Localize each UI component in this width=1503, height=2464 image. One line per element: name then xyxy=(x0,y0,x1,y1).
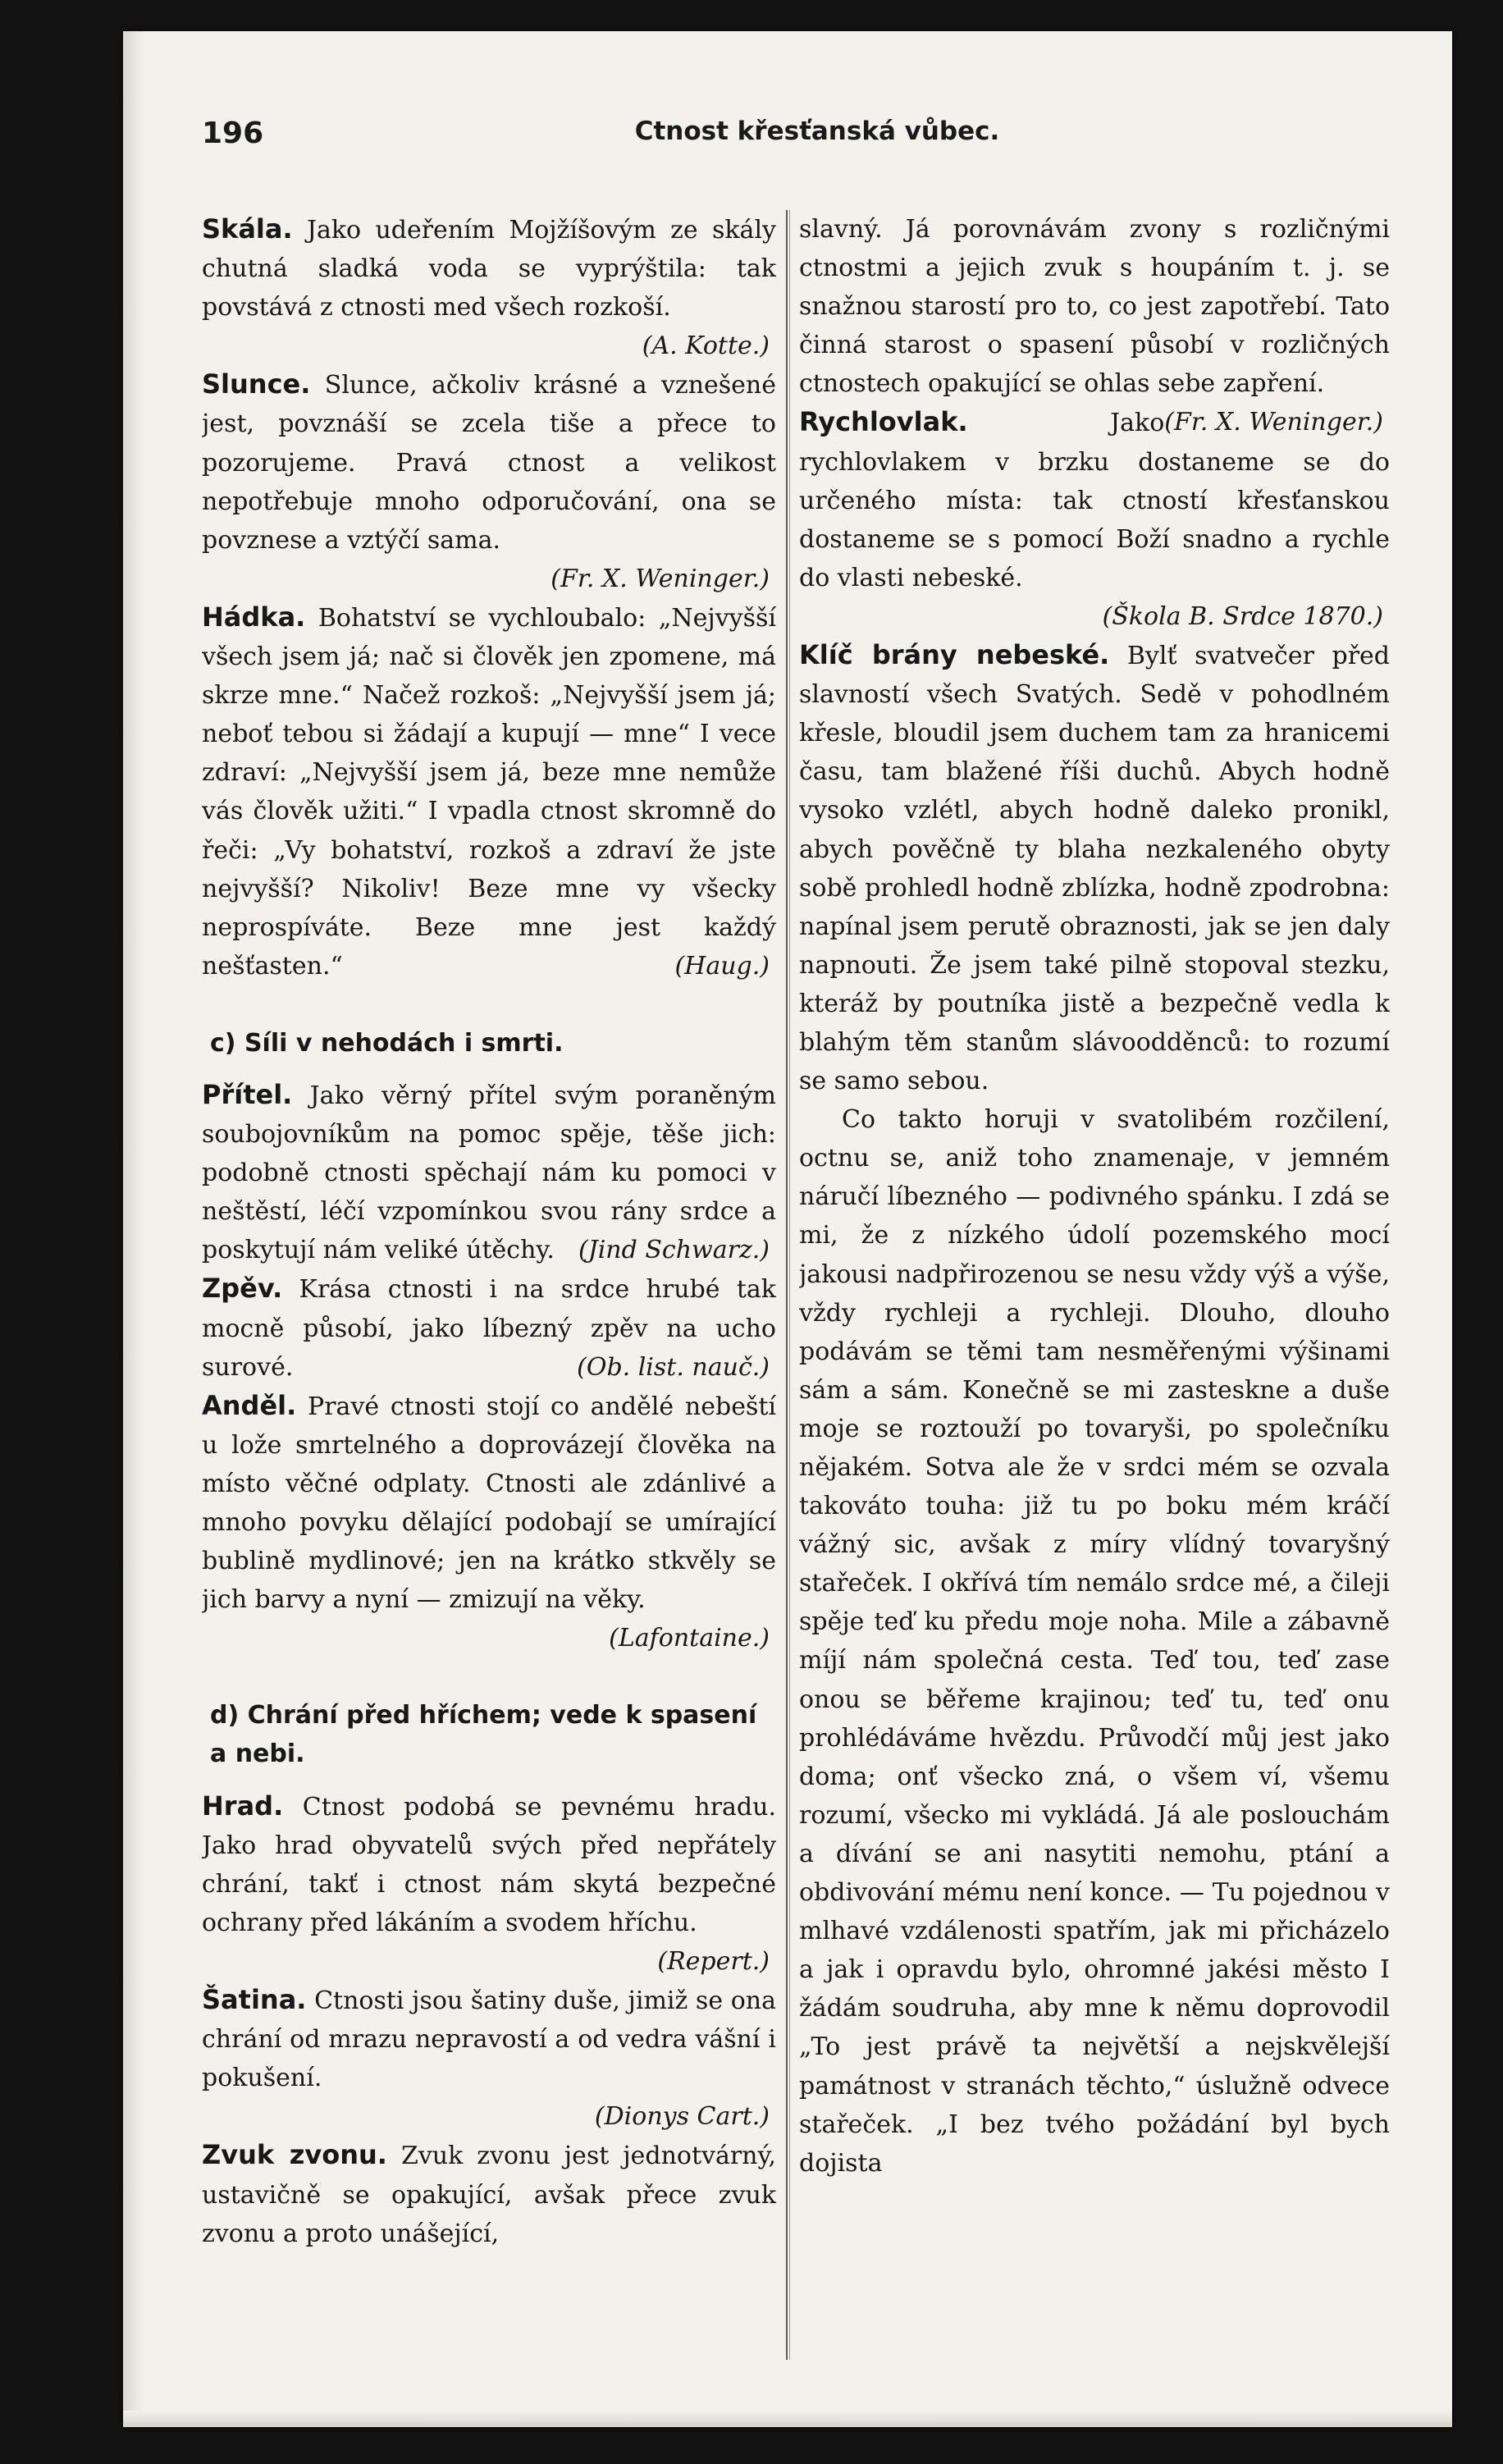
left-column xyxy=(202,210,776,2360)
entry-text: Co takto horuji v svatolibém rozčilení, octnu se, aniž toho znamenaje, v jemném náručí líbezného — podivného spánku. I zdá se mi, že z nízkého údolí pozemského mocí jakousi nadpřirozenou se nesu vždy výš a výše, vždy rychleji a rychleji. Dlouho, dlouho podávám se těmi tam nesměřenými výšinami sám a sám. Konečně se mi zasteskne a duše moje se roztouží po tovaryši, po společníku nějakém. Sotva ale že v srdci mém se ozvala takováto touha: již tu po boku mém kráčí vážný sic, avšak z míry vlídný tovaryšný stařeček. I okřívá tím nemálo srdce mé, a čileji spěje teď ku předu moje noha. Mile a zábavně míjí nám společná cesta. Teď tou, teď zase onou se běřeme krajinou; teď tu, teď onu prohlédáváme hvězdu. Průvodčí můj jest jako doma; onť všecko zná, o všem ví, všemu rozumí, všecko mi vykládá. Já ale poslouchám a dívání se ani nasytiti nemohu, ptání a obdivování mému není konce. — Tu pojednou v mlhavé vzdálenosti spatřím, jak mi přicházelo a jak i opravdu bylo, ohromné jakési město I žádám soudruha, aby mne k němu doprovodil „To jest právě ta největší a nejskvělejší památnost v stranách těchto,“ úslužně odvece stařeček. „I bez tvého požádání byl bych dojista xyxy=(799,1105,1390,2178)
entry-zvuk-zvonu xyxy=(202,2136,776,2252)
entry-text: slavný. Já porovnávám zvony s rozličnými ctnostmi a jejich zvuk s houpáním t. j. se snažnou starostí pro to, co jest zapotřebí. Tato činná starost o spasení působí v rozličných ctnostech opakující se ohlas sebe zapření. xyxy=(799,215,1390,399)
entry-term: Zpěv. xyxy=(202,1273,283,1305)
entry-attribution: (Škola B. Srdce 1870.) xyxy=(1102,601,1383,631)
entry-attribution: (Fr. X. Weninger.) xyxy=(1164,408,1383,437)
entry-klic-brany-nebeske xyxy=(799,636,1390,1100)
entry-text: Bylť svatvečer před slavností všech Svatých. Sedě v pohodlném křesle, bloudil jsem duchem tam za hranicemi času, tam blažené říši duchů. Abych hodně vysoko vzlétl, abych hodně daleko pronikl, abych pověčně ty blaha nezkaleného obyty sobě prohledl hodně zblízka, hodně zpodrobna: napínal jsem perutě obraznosti, jak se jen daly napnouti. Že jsem také pilně stopoval stezku, kteráž by poutníka jistě a bezpečně vedla k blahým těm stanům slávoodděnců: to rozumí se samo sebou. xyxy=(799,642,1390,1096)
entry-term: Přítel. xyxy=(202,1078,293,1110)
entry-skala xyxy=(202,210,776,365)
entry-klic-brany-nebeske-paragraph-2 xyxy=(799,1100,1390,2183)
entry-attribution: (A. Kotte.) xyxy=(642,331,770,361)
entry-attribution: (Jind Schwarz.) xyxy=(578,1236,770,1265)
entry-term: Rychlovlak. xyxy=(799,406,968,438)
column-divider xyxy=(786,210,788,2360)
page-number: 196 xyxy=(202,117,264,150)
entry-term: Hrad. xyxy=(202,1790,284,1822)
column-divider-line xyxy=(789,210,790,2360)
entry-term: Skála. xyxy=(202,213,293,245)
entry-attribution: (Repert.) xyxy=(657,1946,770,1976)
page-header xyxy=(202,97,1432,158)
entry-text: Jako rychlovlakem v brzku dostaneme se do určeného místa: tak ctností křesťanskou dostaneme se s pomocí Boží snadno a rychle do vlasti nebeské. xyxy=(799,409,1390,592)
entry-term: Hádka. xyxy=(202,601,306,633)
entry-term: Zvuk zvonu. xyxy=(202,2139,387,2171)
section-heading: d) Chrání před hříchem; vede k spasení a nebi. xyxy=(210,1701,757,1769)
entry-attribution: (Haug.) xyxy=(674,951,770,981)
entry-term: Šatina. xyxy=(202,1984,307,2016)
entry-zpev xyxy=(202,1269,776,1386)
running-title: Ctnost křesťanská vůbec. xyxy=(634,117,1000,146)
entry-text: Jako udeřením Mojžíšovým ze skály chutná sladká voda se vyprýštila: tak povstává z ctnosti med všech rozkoší. xyxy=(202,216,776,322)
entry-attribution: (Fr. X. Weninger.) xyxy=(550,564,770,593)
book-page xyxy=(123,31,1452,2427)
entry-hadka xyxy=(202,598,776,985)
entry-pritel xyxy=(202,1076,776,1269)
entry-attribution: (Lafontaine.) xyxy=(609,1624,770,1653)
entry-text: Ctnost podobá se pevnému hradu. Jako hrad obyvatelů svých před nepřátely chrání, takť i ctnost nám skytá bezpečné ochrany před lákáním a svodem hříchu. xyxy=(202,1792,776,1937)
entry-andel xyxy=(202,1387,776,1658)
entry-text: Ctnosti jsou šatiny duše, jimiž se ona chrání od mrazu nepravostí a od vedra vášní i pokušení. xyxy=(202,1986,776,2093)
entry-slunce xyxy=(202,365,776,598)
entry-satina xyxy=(202,1981,776,2136)
entry-text: Zvuk zvonu jest jednotvárný, ustavičně se opakující, avšak přece zvuk zvonu a proto unášející, xyxy=(202,2142,776,2248)
entry-text: Slunce, ačkoliv krásné a vznešené jest, povznáší se zcela tiše a přece to pozorujeme. Pravá ctnost a velikost nepotřebuje mnoho odporučování, ona se povznese a vztýčí sama. xyxy=(202,371,776,555)
entry-text: Bohatství se vychloubalo: „Nejvyšší všech jsem já; nač si člověk jen zpomene, má skrze mne.“ Načež rozkoš: „Nejvyšší jsem já; neboť tebou si žádají a kupují — mne“ I vece zdraví: „Nejvyšší jsem já, beze mne nemůže vás člověk užiti.“ I vpadla ctnost skromně do řeči: „Vy bohatství, rozkoš a zdraví že jste nejvyšší? Nikoliv! Beze mne vy všecky neprospíváte. Beze mne jest každý nešťasten.“ xyxy=(202,603,776,981)
section-heading: c) Síli v nehodách i smrti. xyxy=(210,1028,564,1058)
page-edge-shadow xyxy=(123,31,144,2427)
entry-term: Slunce. xyxy=(202,368,311,400)
entry-hrad xyxy=(202,1787,776,1981)
entry-text: Pravé ctnosti stojí co andělé nebeští u lože smrtelného a doprovázejí člověka na místo věčné odplaty. Ctnosti ale zdánlivé a mnoho povyku dělající podobají se umírající bublině mydlinové; jen na krátko stkvěly se jich barvy a nyní — zmizují na věky. xyxy=(202,1392,776,1615)
entry-text: Jako věrný přítel svým poraněným soubojovníkům na pomoc spěje, těše jich: podobně ctnosti spěchají nám ku pomoci v neštěstí, léčí vzpomínkou svou rány srdce a poskytují nám veliké útěchy. xyxy=(202,1081,776,1265)
page-bottom-shadow xyxy=(123,2411,1452,2427)
entry-term: Anděl. xyxy=(202,1389,297,1421)
entry-attribution: (Ob. list. nauč.) xyxy=(577,1352,770,1382)
entry-text: Krása ctnosti i na srdce hrubé tak mocně působí, jako líbezný zpěv na ucho surové. xyxy=(202,1275,776,1382)
entry-term: Klíč brány nebeské. xyxy=(799,639,1110,671)
right-column xyxy=(799,210,1390,2360)
entry-attribution: (Dionys Cart.) xyxy=(594,2102,770,2132)
